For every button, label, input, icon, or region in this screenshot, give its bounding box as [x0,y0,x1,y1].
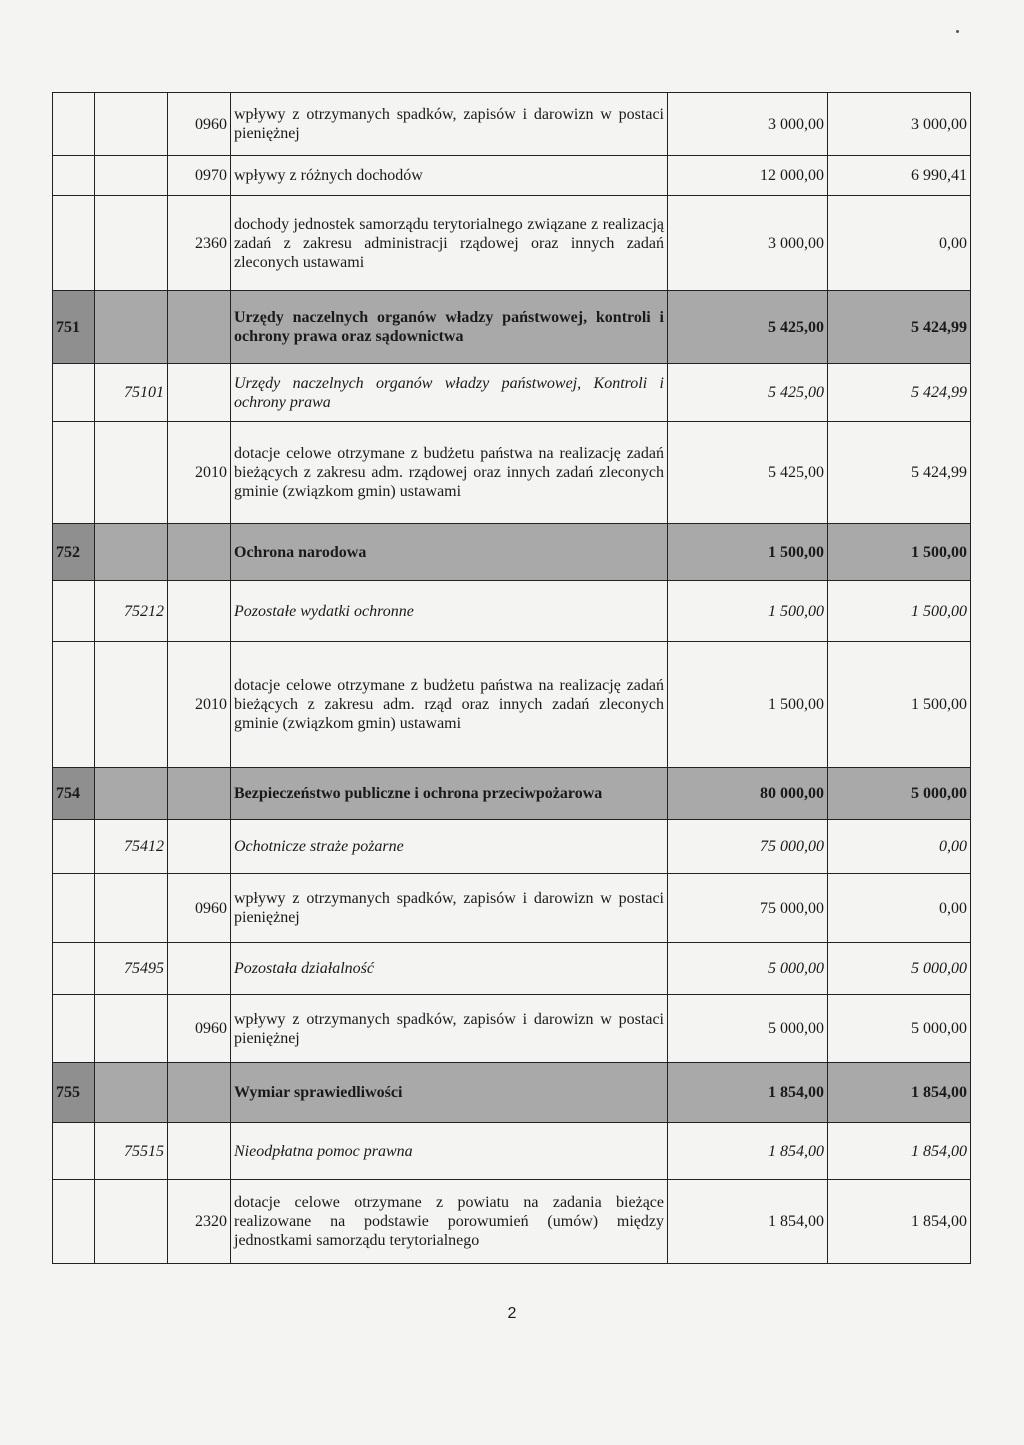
paragraf-cell [168,1063,231,1123]
plan-cell: 1 854,00 [668,1123,828,1180]
wykonanie-cell: 5 000,00 [828,768,971,820]
plan-cell: 75 000,00 [668,874,828,943]
dzial-cell [53,1123,95,1180]
paragraf-cell [168,820,231,874]
dzial-cell [53,1180,95,1264]
name-cell: Urzędy naczelnych organów władzy państwowej, Kontroli i ochrony prawa [231,364,668,422]
plan-cell: 3 000,00 [668,196,828,291]
dzial-cell: 751 [53,291,95,364]
paragraf-cell: 0960 [168,874,231,943]
rozdzial-cell: 75412 [95,820,168,874]
rozdzial-row [53,820,971,874]
wykonanie-cell: 1 500,00 [828,642,971,768]
paragraf-cell: 2010 [168,642,231,768]
name-cell: wpływy z otrzymanych spadków, zapisów i darowizn w postaci pieniężnej [231,995,668,1063]
rozdzial-cell [95,874,168,943]
rozdzial-row [53,943,971,995]
rozdzial-cell [95,196,168,291]
wykonanie-cell: 6 990,41 [828,156,971,196]
dzial-cell [53,364,95,422]
paragraf-cell: 2010 [168,422,231,524]
paragraf-row [53,874,971,943]
wykonanie-cell: 5 424,99 [828,422,971,524]
plan-cell: 80 000,00 [668,768,828,820]
dzial-cell [53,642,95,768]
paragraf-cell: 0970 [168,156,231,196]
wykonanie-cell: 1 854,00 [828,1180,971,1264]
dzial-row [53,1063,971,1123]
rozdzial-cell [95,1180,168,1264]
paragraf-cell: 2360 [168,196,231,291]
plan-cell: 1 854,00 [668,1180,828,1264]
wykonanie-cell: 0,00 [828,196,971,291]
dzial-cell [53,93,95,156]
name-cell: Wymiar sprawiedliwości [231,1063,668,1123]
wykonanie-cell: 1 500,00 [828,524,971,581]
rozdzial-cell [95,1063,168,1123]
wykonanie-cell: 5 424,99 [828,291,971,364]
rozdzial-cell [95,768,168,820]
name-cell: wpływy z różnych dochodów [231,156,668,196]
plan-cell: 1 854,00 [668,1063,828,1123]
rozdzial-cell: 75495 [95,943,168,995]
page-number: 2 [507,1305,517,1322]
name-cell: Nieodpłatna pomoc prawna [231,1123,668,1180]
dzial-cell [53,196,95,291]
paragraf-row [53,422,971,524]
paragraf-cell [168,943,231,995]
paragraf-cell: 2320 [168,1180,231,1264]
rozdzial-cell: 75101 [95,364,168,422]
rozdzial-row [53,581,971,642]
wykonanie-cell: 1 854,00 [828,1063,971,1123]
paragraf-row [53,642,971,768]
plan-cell: 12 000,00 [668,156,828,196]
name-cell: Ochotnicze straże pożarne [231,820,668,874]
paragraf-cell [168,1123,231,1180]
dzial-cell: 754 [53,768,95,820]
wykonanie-cell: 0,00 [828,874,971,943]
paragraf-cell [168,768,231,820]
plan-cell: 5 425,00 [668,364,828,422]
rozdzial-cell: 75212 [95,581,168,642]
rozdzial-cell [95,291,168,364]
dzial-cell: 752 [53,524,95,581]
dzial-cell [53,422,95,524]
dzial-cell [53,820,95,874]
rozdzial-cell: 75515 [95,1123,168,1180]
wykonanie-cell: 5 000,00 [828,995,971,1063]
wykonanie-cell: 0,00 [828,820,971,874]
name-cell: wpływy z otrzymanych spadków, zapisów i darowizn w postaci pieniężnej [231,93,668,156]
paragraf-cell [168,524,231,581]
name-cell: wpływy z otrzymanych spadków, zapisów i darowizn w postaci pieniężnej [231,874,668,943]
name-cell: dochody jednostek samorządu terytorialnego związane z realizacją zadań z zakresu administracji rządowej oraz innych zadań zleconych ustawami [231,196,668,291]
name-cell: dotacje celowe otrzymane z budżetu państwa na realizację zadań bieżących z zakresu adm. rządowej oraz innych zadań zleconych gminie (związkom gmin) ustawami [231,422,668,524]
plan-cell: 5 000,00 [668,943,828,995]
budget-table [52,92,971,1264]
dzial-row [53,524,971,581]
budget-table-body [53,93,971,1264]
paragraf-cell: 0960 [168,995,231,1063]
paragraf-cell [168,581,231,642]
paragraf-cell [168,364,231,422]
rozdzial-row [53,1123,971,1180]
rozdzial-cell [95,422,168,524]
wykonanie-cell: 5 424,99 [828,364,971,422]
rozdzial-cell [95,995,168,1063]
wykonanie-cell: 3 000,00 [828,93,971,156]
rozdzial-row [53,364,971,422]
paragraf-cell: 0960 [168,93,231,156]
wykonanie-cell: 1 854,00 [828,1123,971,1180]
rozdzial-cell [95,524,168,581]
plan-cell: 75 000,00 [668,820,828,874]
paragraf-row [53,93,971,156]
name-cell: dotacje celowe otrzymane z budżetu państwa na realizację zadań bieżących z zakresu adm. rząd oraz innych zadań zleconych gminie (związkom gmin) ustawami [231,642,668,768]
dzial-cell [53,874,95,943]
plan-cell: 5 425,00 [668,291,828,364]
dzial-row [53,768,971,820]
plan-cell: 1 500,00 [668,524,828,581]
dzial-cell [53,943,95,995]
dzial-cell: 755 [53,1063,95,1123]
rozdzial-cell [95,156,168,196]
rozdzial-cell [95,93,168,156]
wykonanie-cell: 5 000,00 [828,943,971,995]
plan-cell: 5 000,00 [668,995,828,1063]
name-cell: Urzędy naczelnych organów władzy państwowej, kontroli i ochrony prawa oraz sądownictwa [231,291,668,364]
name-cell: Pozostałe wydatki ochronne [231,581,668,642]
dzial-cell [53,156,95,196]
name-cell: Bezpieczeństwo publiczne i ochrona przeciwpożarowa [231,768,668,820]
rozdzial-cell [95,642,168,768]
dzial-cell [53,581,95,642]
name-cell: dotacje celowe otrzymane z powiatu na zadania bieżące realizowane na podstawie porowumień (umów) między jednostkami samorządu terytorialnego [231,1180,668,1264]
paragraf-cell [168,291,231,364]
paragraf-row [53,1180,971,1264]
paragraf-row [53,196,971,291]
name-cell: Ochrona narodowa [231,524,668,581]
wykonanie-cell: 1 500,00 [828,581,971,642]
paragraf-row [53,995,971,1063]
plan-cell: 5 425,00 [668,422,828,524]
scan-speck [956,30,959,33]
plan-cell: 3 000,00 [668,93,828,156]
paragraf-row [53,156,971,196]
plan-cell: 1 500,00 [668,581,828,642]
dzial-cell [53,995,95,1063]
plan-cell: 1 500,00 [668,642,828,768]
dzial-row [53,291,971,364]
name-cell: Pozostała działalność [231,943,668,995]
